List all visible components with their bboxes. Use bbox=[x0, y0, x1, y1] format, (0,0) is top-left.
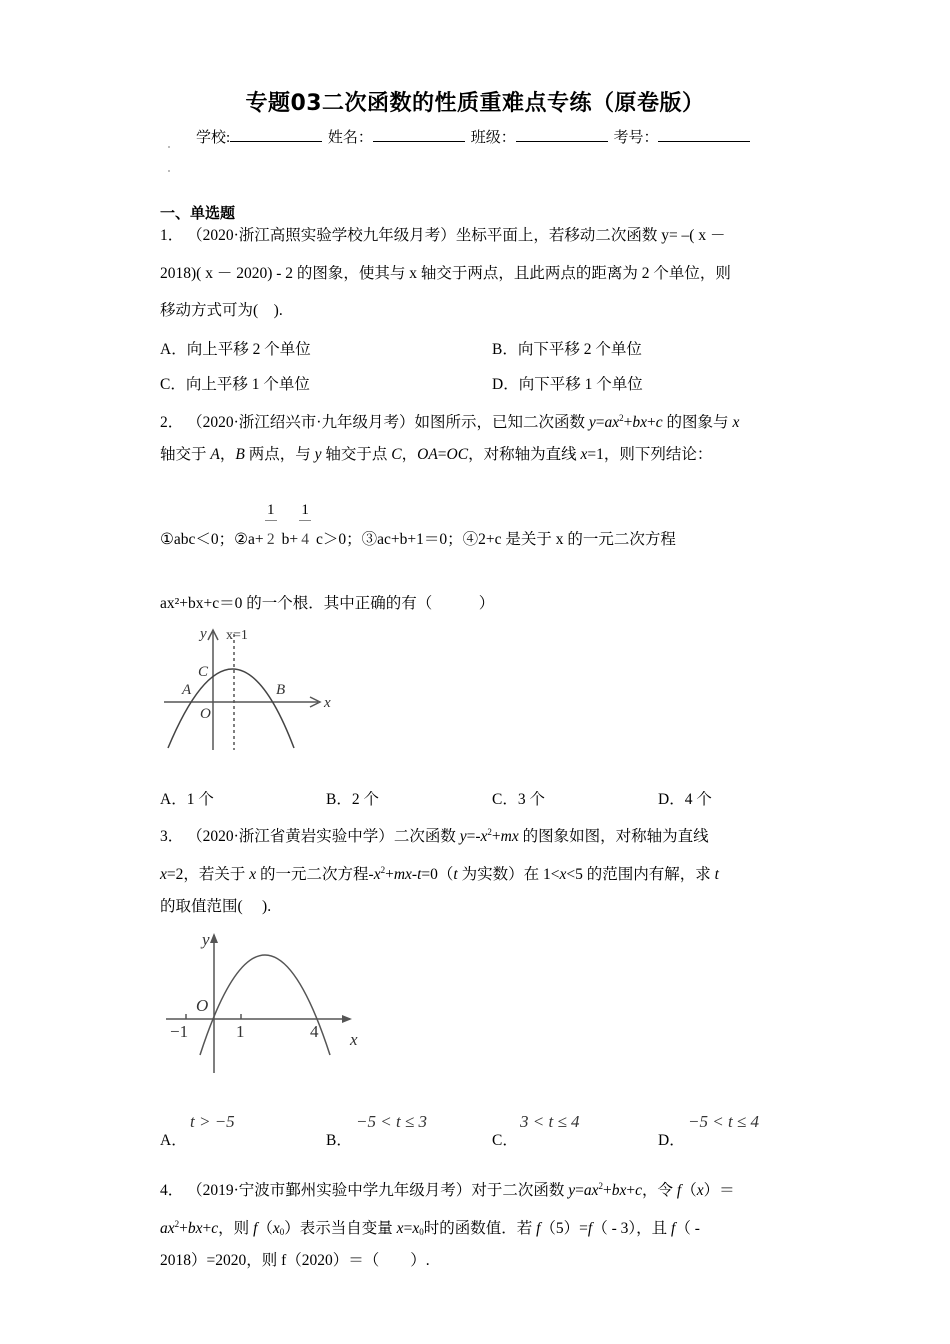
q1-option-b[interactable]: B．向下平移 2 个单位 bbox=[492, 341, 642, 358]
statement-3: ③ac+b+1＝0； bbox=[361, 531, 463, 548]
student-info-line bbox=[196, 126, 752, 147]
exam-number-blank[interactable] bbox=[658, 127, 750, 142]
q3-option-a-inequality: t > −5 bbox=[190, 1112, 235, 1131]
svg-text:−1: −1 bbox=[170, 1022, 189, 1041]
question-2-line-2: 轴交于 A，B 两点，与 y 轴交于点 C，OA=OC，对称轴为直线 x=1，则下列结论： bbox=[160, 446, 713, 463]
question-2-parabola-figure bbox=[158, 622, 338, 754]
question-source: （2020·浙江省黄岩实验中学） bbox=[187, 828, 394, 845]
fraction-one-quarter: $\frac{1}{4}$ bbox=[298, 530, 312, 550]
name-label: 姓名： bbox=[327, 130, 373, 146]
statement-1: ①abc＜0； bbox=[160, 531, 235, 548]
name-blank[interactable] bbox=[373, 127, 465, 142]
svg-text:y: y bbox=[200, 626, 207, 642]
svg-text:C: C bbox=[198, 664, 209, 680]
fraction-one-half: $\frac{1}{2}$ bbox=[264, 530, 278, 550]
question-1-line-3: 移动方式可为( ). bbox=[160, 302, 283, 319]
svg-text:x=1: x=1 bbox=[226, 628, 248, 643]
question-3-line-3: 的取值范围( ). bbox=[160, 898, 272, 915]
question-1-line-2: 2018)( x － 2020) - 2 的图象，使其与 x 轴交于两点，且此两点的距离为 2 个单位，则 bbox=[160, 265, 731, 282]
svg-text:4: 4 bbox=[310, 1022, 319, 1041]
question-4-line-2: $ax^2+bx+c$，则 $f(x_0)$表示当自变量 $x=x_0$时的函数值．若 f（5）=f（ - 3），且 f（ - bbox=[160, 1219, 700, 1237]
question-number: 4． bbox=[160, 1182, 184, 1199]
school-label: 学校: bbox=[196, 130, 231, 146]
question-source: （2019·宁波市鄞州实验中学九年级月考） bbox=[187, 1182, 472, 1199]
class-label: 班级： bbox=[470, 130, 516, 146]
question-2-statements: ①abc＜0；②a+ $\frac{1}{2} b+$ $\frac{1}{4} c>0$；③ac+b+1＝0；④2+c 是关于 x 的一元二次方程 bbox=[160, 502, 676, 548]
document-title: 专题03二次函数的性质重难点专练（原卷版） bbox=[245, 91, 705, 116]
question-1-line-1 bbox=[160, 226, 725, 246]
class-blank[interactable] bbox=[516, 127, 608, 142]
q2-option-b[interactable]: B．2 个 bbox=[326, 791, 379, 808]
stray-mark bbox=[168, 170, 170, 172]
svg-text:B: B bbox=[276, 682, 286, 698]
svg-text:x: x bbox=[324, 695, 331, 711]
q2-option-a[interactable]: A．1 个 bbox=[160, 791, 214, 808]
question-4-line-3: 2018）=2020，则 f（2020）＝（ ）. bbox=[160, 1252, 430, 1269]
svg-text:x: x bbox=[350, 1030, 358, 1049]
question-2-tail: ax²+bx+c＝0 的一个根．其中正确的有（ ） bbox=[160, 595, 495, 612]
question-4-line-1: 4． （2019·宁波市鄞州实验中学九年级月考）对于二次函数 $y=ax^2+bx+c$，令 f（x）＝ bbox=[160, 1181, 735, 1199]
q1-option-d[interactable]: D．向下平移 1 个单位 bbox=[492, 376, 643, 393]
school-blank[interactable] bbox=[230, 127, 322, 142]
question-3-line-2: x=2，若关于 x 的一元二次方程$-x^2+mx-t=0(t$ 为实数）在 1<x<5 的范围内有解，求 t bbox=[160, 865, 719, 883]
stray-mark bbox=[168, 146, 170, 148]
section-heading: 一、单选题 bbox=[160, 204, 236, 222]
svg-text:O: O bbox=[196, 996, 209, 1015]
q2-option-d[interactable]: D．4 个 bbox=[658, 791, 712, 808]
statement-4: ④2+c 是关于 x 的一元二次方程 bbox=[462, 531, 676, 548]
svg-text:O: O bbox=[200, 706, 211, 722]
statement-2: ②a+ bbox=[234, 531, 264, 548]
q3-option-c-inequality: 3 < t ≤ 4 bbox=[520, 1112, 580, 1131]
q3-option-b[interactable]: B． bbox=[326, 1132, 352, 1149]
exam-number-label: 考号： bbox=[613, 130, 659, 146]
question-source: （2020·浙江高照实验学校九年级月考） bbox=[187, 227, 456, 244]
q3-option-d-inequality: −5 < t ≤ 4 bbox=[688, 1112, 759, 1131]
q1-option-a[interactable]: A．向上平移 2 个单位 bbox=[160, 341, 311, 358]
svg-text:1: 1 bbox=[236, 1022, 245, 1041]
q3-option-a[interactable]: A． bbox=[160, 1132, 187, 1149]
q3-option-b-inequality: −5 < t ≤ 3 bbox=[356, 1112, 427, 1131]
svg-text:y: y bbox=[202, 930, 210, 949]
question-number: 2． bbox=[160, 414, 184, 431]
q3-option-d[interactable]: D． bbox=[658, 1132, 685, 1149]
question-text: 坐标平面上，若移动二次函数 y= –( x － bbox=[455, 227, 726, 244]
q1-option-c[interactable]: C．向上平移 1 个单位 bbox=[160, 376, 310, 393]
question-number: 3． bbox=[160, 828, 184, 845]
question-3-parabola-figure bbox=[160, 925, 380, 1085]
question-3-line-1: 3． （2020·浙江省黄岩实验中学）二次函数 $y=-x^2+mx$ 的图象如图，对称轴为直线 bbox=[160, 827, 709, 845]
question-source: （2020·浙江绍兴市·九年级月考） bbox=[187, 414, 415, 431]
q3-option-c[interactable]: C． bbox=[492, 1132, 518, 1149]
question-2-line-1: 2． （2020·浙江绍兴市·九年级月考）如图所示，已知二次函数 $y=ax^2+bx+c$ 的图象与 x bbox=[160, 413, 740, 431]
q2-option-c[interactable]: C．3 个 bbox=[492, 791, 545, 808]
svg-text:A: A bbox=[182, 682, 192, 698]
question-number: 1． bbox=[160, 227, 184, 244]
